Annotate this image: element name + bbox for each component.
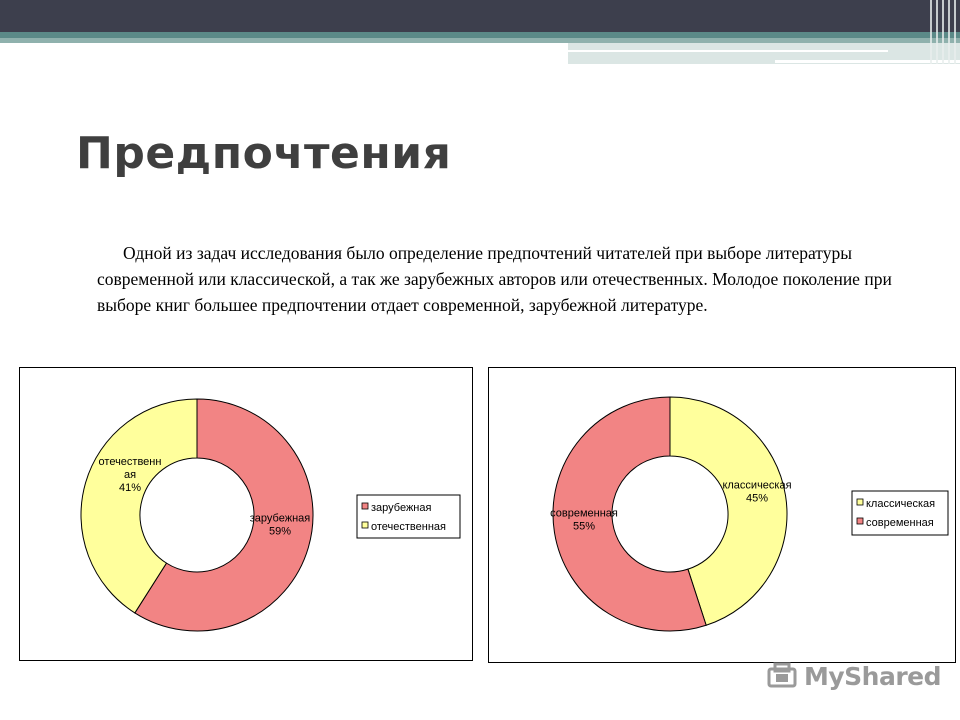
header-band-line <box>568 50 888 52</box>
header-stripes <box>930 0 960 64</box>
watermark-text: MyShared <box>804 661 942 691</box>
legend-label-отечественная: отечественная <box>371 521 446 533</box>
header-band-dark <box>0 0 960 32</box>
slice-label-зарубежная: зарубежная 59% <box>249 512 311 538</box>
legend-swatch-классическая <box>857 499 863 505</box>
chart-era-svg <box>489 368 955 662</box>
legend-swatch-отечественная <box>362 522 368 528</box>
watermark-logo-icon <box>766 661 798 691</box>
chart-era <box>488 367 956 663</box>
slice-label-отечественная: отечественн ая 41% <box>98 456 162 494</box>
legend-label-современная: современная <box>866 517 934 529</box>
slice-label-современная: современная 55% <box>550 507 618 533</box>
chart-origin <box>19 367 473 661</box>
legend-swatch-современная <box>857 518 863 524</box>
slide-title: Предпочтения <box>76 128 452 179</box>
legend-swatch-зарубежная <box>362 503 368 509</box>
watermark <box>766 656 941 696</box>
chart-origin-svg <box>20 368 472 660</box>
legend-label-зарубежная: зарубежная <box>371 502 432 514</box>
legend-label-классическая: классическая <box>866 498 936 510</box>
slice-label-классическая: классическая 45% <box>722 479 792 505</box>
slide-paragraph: Одной из задач исследования было определение предпочтений читателей при выборе литературы современной или классической, а так же зарубежных авторов или отечественных. Молодое поколение при выборе книг большее предпочтении отдает современной, зарубежной литературе. <box>97 243 892 315</box>
